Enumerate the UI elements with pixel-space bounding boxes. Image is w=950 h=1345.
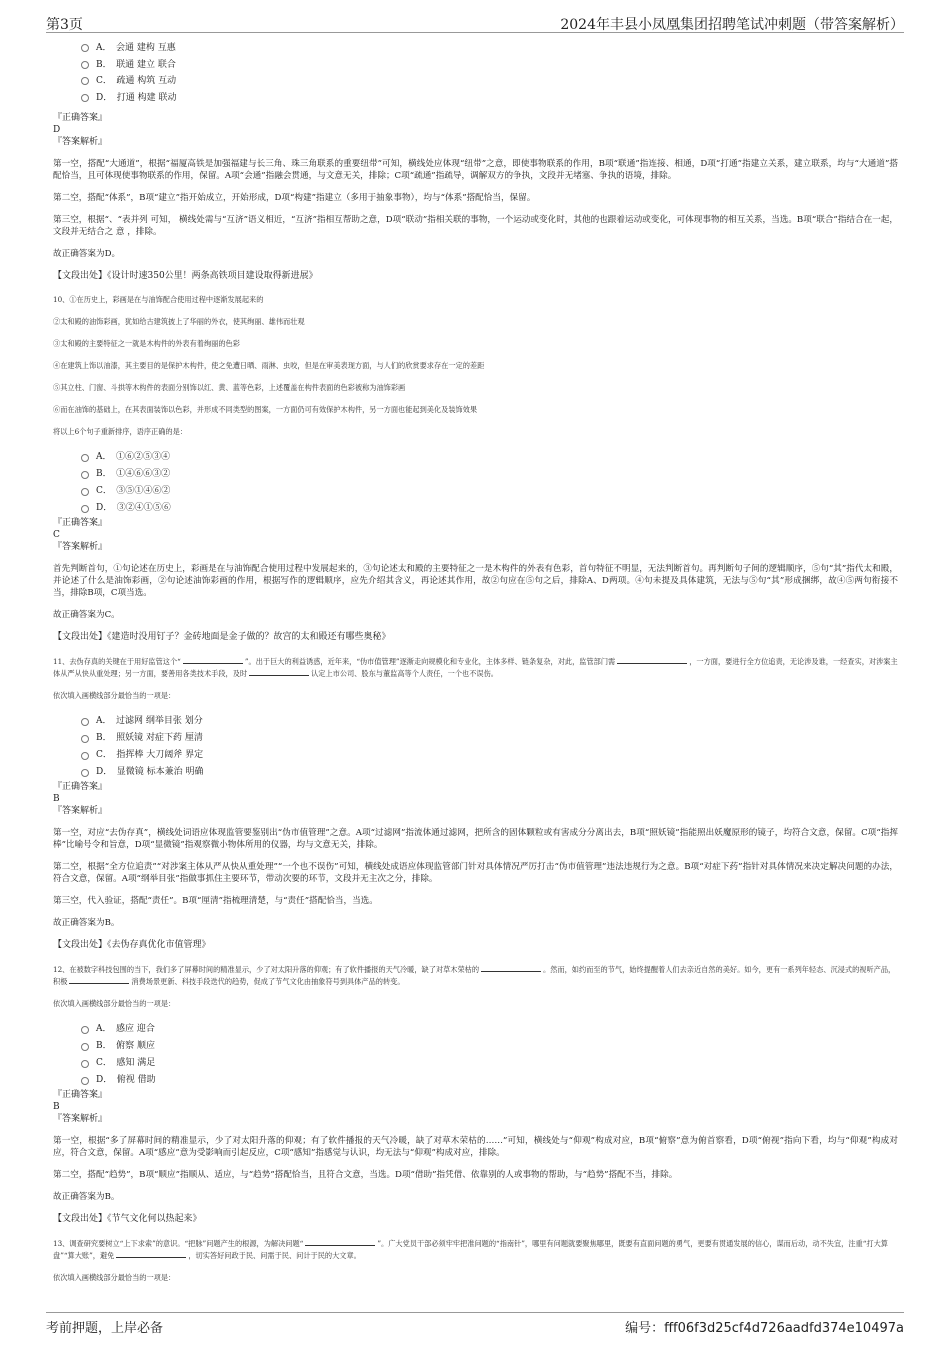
q12-prompt: 依次填入画横线部分最恰当的一项是： <box>53 999 176 1008</box>
radio-icon[interactable] <box>81 77 89 85</box>
q11-analysis-3: 第三空，代入验证，搭配“责任”。B项“厘清”指梳理清楚，与“责任”搭配恰当，当选。 <box>53 896 378 906</box>
document-code: 编号：fff06f3d25cf4d726aadfd374e10497a <box>625 1321 904 1336</box>
q9-option-d[interactable]: D． 打通 构建 联动 <box>81 90 898 107</box>
answer-label: 『正确答案』 <box>53 782 108 792</box>
q12-source: 【文段出处】《节气文化何以热起来》 <box>53 1214 202 1224</box>
radio-icon[interactable] <box>81 1077 89 1085</box>
radio-icon[interactable] <box>81 1043 89 1051</box>
page-header <box>46 12 904 33</box>
answer-label: 『正确答案』 <box>53 1090 108 1100</box>
analysis-label: 『答案解析』 <box>53 1114 108 1124</box>
q13-prompt: 依次填入画横线部分最恰当的一项是： <box>53 1273 176 1282</box>
q12-stem: 12、在被数字科技包围的当下，我们多了屏幕时间的精准显示，少了对太阳升落的仰观；有了软件播报的天气冷暖，缺了对草木荣枯的 。然而，如约而至的节气，始终提醒着人们去亲近自然的美好。如今，更有一系列年轻态、沉浸式的视听产品，积极 消费场景更新、科技手段迭代的趋势，促成了节气文化由抽象符号到具体产品的转变。 <box>53 965 896 986</box>
q9-analysis-2: 第二空，搭配“体系”，B项“建立”指开始成立，开始形成，D项“构建”指建立（多用于抽象事物），均与“体系”搭配恰当，保留。 <box>53 193 536 203</box>
q10-analysis: 首先判断首句，①句论述在历史上，彩画是在与油饰配合使用过程中发展起来的，③句论述太和殿的主要特征之一是木构件的外表有色彩，首句特征不明显，无法判断首句。再判断句子间的逻辑顺序，⑤句“其”指代太和殿，并论述了什么是油饰彩画，②句论述油饰彩画的作用，根据写作的逻辑顺序，应先介绍其含义，再论述其作用，故②句应在⑤句之后，排除A、D两项。④句未提及具体建筑，无法与⑤句“其”形成捆绑，故④⑤两句衔接不当，排除B项，C项当选。 <box>53 564 898 598</box>
radio-icon[interactable] <box>81 769 89 777</box>
blank-line[interactable] <box>481 963 541 972</box>
q9-option-b[interactable]: B． 联通 建立 联合 <box>81 57 898 74</box>
q11-conclusion: 故正确答案为B。 <box>53 918 120 928</box>
blank-line[interactable] <box>116 1249 186 1258</box>
q10-conclusion: 故正确答案为C。 <box>53 610 120 620</box>
q12-analysis-2: 第二空，搭配“趋势”，B项“顺应”指顺从、适应，与“趋势”搭配恰当，且符合文意，当选。D项“借助”指凭借、依靠别的人或事物的帮助，与“趋势”搭配不当，排除。 <box>53 1170 678 1180</box>
blank-line[interactable] <box>69 975 129 984</box>
answer-label: 『正确答案』 <box>53 518 108 528</box>
q10-source: 【文段出处】《建造时没用钉子？金砖地面是金子做的？故宫的太和殿还有哪些奥秘》 <box>53 632 391 642</box>
q11-source: 【文段出处】《去伪存真优化市值管理》 <box>53 940 211 950</box>
q9-source: 【文段出处】《设计时速350公里！两条高铁项目建设取得新进展》 <box>53 271 318 281</box>
q10-sentence-1: 10、①在历史上，彩画是在与油饰配合使用过程中逐渐发展起来的 <box>53 295 264 304</box>
q9-option-c[interactable]: C． 疏通 构筑 互动 <box>81 73 898 90</box>
blank-line[interactable] <box>249 667 309 676</box>
q11-analysis-1: 第一空，对应“去伪存真”，横线处词语应体现监管要鉴别出“伪市值管理”之意。A项“过滤网”指流体通过滤网，把所含的固体颗粒或有害成分分离出去，B项“照妖镜”指能照出妖魔原形的镜子，均符合文意，保留。C项“指挥棒”比喻号令和旨意，D项“显微镜”指观察微小物体所用的仪器，均与文意无关，排除。 <box>53 828 898 850</box>
radio-icon[interactable] <box>81 471 89 479</box>
q10-sentence-2: ②太和殿的油饰彩画，犹如给古建筑披上了华丽的外衣，使其绚丽、雄伟而壮观 <box>53 317 305 326</box>
q10-options <box>81 449 898 517</box>
q10-prompt: 将以上6个句子重新排序，语序正确的是： <box>53 427 187 436</box>
q12-answer: B <box>53 1102 60 1112</box>
q9-analysis-1: 第一空，搭配“大通道”，根据“福厦高铁是加强福建与长三角、珠三角联系的重要纽带”可知，横线处应体现“纽带”之意，即使事物联系的作用，B项“联通”指连接、相通，D项“打通”指建立关系，建立联系，均与“大通道”搭配恰当，且可体现使事物联系的作用，保留。A项“会通”指融会贯通，与文意无关，排除；C项“疏通”指疏导，调解双方的争执，文段并无堵塞、争执的语境，排除。 <box>53 159 898 181</box>
analysis-label: 『答案解析』 <box>53 806 108 816</box>
q11-option-c[interactable]: C． 指挥棒 大刀阔斧 界定 <box>81 747 898 764</box>
radio-icon[interactable] <box>81 454 89 462</box>
q11-option-b[interactable]: B． 照妖镜 对症下药 厘清 <box>81 730 898 747</box>
q10-sentence-3: ③太和殿的主要特征之一就是木构件的外表有着绚丽的色彩 <box>53 339 240 348</box>
q10-option-a[interactable]: A． ①⑥②⑤③④ <box>81 449 898 466</box>
document-body <box>53 40 898 1294</box>
q9-conclusion: 故正确答案为D。 <box>53 249 121 259</box>
page-number: 第3页 <box>46 17 83 33</box>
q11-options <box>81 713 898 781</box>
footer-motto: 考前押题，上岸必备 <box>46 1321 164 1336</box>
radio-icon[interactable] <box>81 44 89 52</box>
q10-option-d[interactable]: D． ③②④①⑤⑥ <box>81 500 898 517</box>
page-footer <box>46 1312 904 1335</box>
blank-line[interactable] <box>183 655 243 664</box>
q11-answer: B <box>53 794 60 804</box>
answer-label: 『正确答案』 <box>53 113 108 123</box>
q12-option-c[interactable]: C． 感知 满足 <box>81 1055 898 1072</box>
radio-icon[interactable] <box>81 61 89 69</box>
radio-icon[interactable] <box>81 752 89 760</box>
radio-icon[interactable] <box>81 505 89 513</box>
q11-option-d[interactable]: D． 显微镜 标本兼治 明确 <box>81 764 898 781</box>
q11-prompt: 依次填入画横线部分最恰当的一项是： <box>53 691 176 700</box>
radio-icon[interactable] <box>81 1060 89 1068</box>
q12-options <box>81 1021 898 1089</box>
radio-icon[interactable] <box>81 1026 89 1034</box>
q9-answer: D <box>53 125 61 135</box>
q9-option-a[interactable]: A． 会通 建构 互惠 <box>81 40 898 57</box>
q10-option-c[interactable]: C． ③⑤①④⑥② <box>81 483 898 500</box>
q13-stem: 13、调查研究要树立“上下求索”的意识。“把脉”问题产生的根源，为解决问题“ ”。广大党员干部必须牢牢把准问题的“指南针”，哪里有问题就要聚焦哪里，既要有直面问题的勇气，更要有贯通发展的信心，谋而后动，动不失宜，注重“打大算盘”“算大账”，避免 ，切实答好问政于民、问需于民、问计于民的大文章。 <box>53 1239 888 1260</box>
q12-analysis-1: 第一空，根据“多了屏幕时间的精准显示，少了对太阳升落的仰观；有了软件播报的天气冷暖，缺了对草木荣枯的……”可知，横线处与“仰观”构成对应，B项“俯察”意为俯首察看，D项“俯视”指向下看，均与“仰观”构成对应，符合文意，保留。A项“感应”意为受影响而引起反应，C项“感知”指感觉与认识，均无法与“仰观”构成对应，排除。 <box>53 1136 898 1158</box>
q10-sentence-5: ⑤其立柱、门窗、斗拱等木构件的表面分别饰以红、黄、蓝等色彩，上述覆盖在构件表面的色彩被称为油饰彩画 <box>53 383 406 392</box>
q12-option-a[interactable]: A． 感应 迎合 <box>81 1021 898 1038</box>
radio-icon[interactable] <box>81 94 89 102</box>
radio-icon[interactable] <box>81 488 89 496</box>
radio-icon[interactable] <box>81 718 89 726</box>
analysis-label: 『答案解析』 <box>53 137 108 147</box>
q10-option-b[interactable]: B． ①④⑥⑥③② <box>81 466 898 483</box>
blank-line[interactable] <box>617 655 687 664</box>
q10-sentence-4: ④在建筑上饰以油漆，其主要目的是保护木构件，使之免遭日晒、雨淋、虫咬，但是在审美表现方面，与人们的欣赏要求存在一定的差距 <box>53 361 485 370</box>
q12-conclusion: 故正确答案为B。 <box>53 1192 120 1202</box>
q10-sentence-6: ⑥而在油饰的基础上，在其表面装饰以色彩，并形成不同类型的图案，一方面仍可有效保护木构件，另一方面也能起到美化及装饰效果 <box>53 405 478 414</box>
q11-analysis-2: 第二空，根据“全方位追责”“对涉案主体从严从快从重处理”“一个也不误伤”可知，横线处成语应体现监管部门针对具体情况严厉打击“伪市值管理”违法违规行为之意。B项“对症下药”指针对具体情况来决定解决问题的办法，符合文意，保留。A项“纲举目张”指做事抓住主要环节，带动次要的环节，文段并无主次之分，排除。 <box>53 862 898 884</box>
q11-option-a[interactable]: A． 过滤网 纲举目张 划分 <box>81 713 898 730</box>
blank-line[interactable] <box>305 1237 375 1246</box>
q11-stem: 11、去伪存真的关键在于用好监管这个“ ”。出于巨大的利益诱惑，近年来，“伪市值管理”逐渐走向规模化和专业化，主体多样、链条复杂，对此，监管部门需 ，一方面，要进行全方位追责，无论涉及谁，一经查实，对涉案主体从严从快从重处理；另一方面，要善用各类技术手段，及时 认定上市公司、股东与董监高等个人责任，一个也不误伤。 <box>53 657 898 678</box>
q9-options <box>81 40 898 106</box>
analysis-label: 『答案解析』 <box>53 542 108 552</box>
radio-icon[interactable] <box>81 735 89 743</box>
q12-option-d[interactable]: D． 俯视 借助 <box>81 1072 898 1089</box>
document-title: 2024年丰县小凤凰集团招聘笔试冲刺题（带答案解析） <box>560 17 904 33</box>
q12-option-b[interactable]: B． 俯察 顺应 <box>81 1038 898 1055</box>
q10-answer: C <box>53 530 60 540</box>
q9-analysis-3: 第三空，根据“、“表并列 可知， 横线处需与“互济”语义相近，“互济”指相互帮助之意，D项“联动”指相关联的事物，一个运动或变化时，其他的也跟着运动或变化，可体现事物的相互关系，当选。B项“联合”指结合在一起，文段并无结合之 意 ，排除。 <box>53 215 898 237</box>
